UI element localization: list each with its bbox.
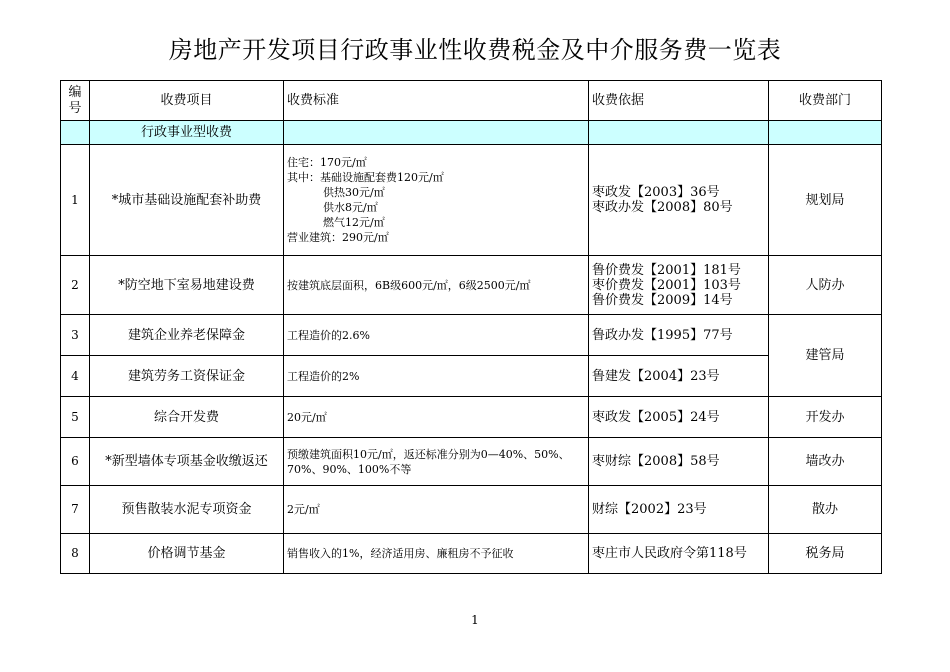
- row-standard: [284, 356, 589, 397]
- row-standard: [284, 145, 589, 256]
- header-standard: 收费标准: [284, 81, 589, 121]
- basis-line: 鲁价费发【2009】14号: [592, 292, 733, 308]
- row-standard: [284, 486, 589, 534]
- row-item: 建筑劳务工资保证金: [90, 356, 284, 397]
- row-dept: 人防办: [769, 256, 882, 315]
- row-item: 综合开发费: [90, 397, 284, 438]
- row-no: 2: [61, 256, 90, 315]
- row-standard: [284, 534, 589, 574]
- section-label: 行政事业型收费: [90, 121, 284, 145]
- table-row: [61, 534, 882, 574]
- row-standard: [284, 256, 589, 315]
- section-dept-cell: [769, 121, 882, 145]
- standard-line: 住宅：170元/㎡: [287, 156, 367, 169]
- standard-line: 按建筑底层面积，6B级600元/㎡，6级2500元/㎡: [287, 278, 531, 292]
- standard-line: 2元/㎡: [287, 503, 320, 516]
- row-basis: [589, 315, 769, 356]
- row-no: 3: [61, 315, 90, 356]
- standard-line: 供热30元/㎡: [323, 186, 385, 199]
- standard-line: 工程造价的2.6%: [287, 328, 370, 342]
- row-dept: 税务局: [769, 534, 882, 574]
- row-no: 6: [61, 438, 90, 486]
- section-standard-cell: [284, 121, 589, 145]
- row-dept: 墙改办: [769, 438, 882, 486]
- row-dept: 散办: [769, 486, 882, 534]
- row-item: 预售散装水泥专项资金: [90, 486, 284, 534]
- table-row: [61, 397, 882, 438]
- basis-line: 鲁价费发【2001】181号: [592, 262, 741, 278]
- header-basis: 收费依据: [589, 81, 769, 121]
- row-item: *防空地下室易地建设费: [90, 256, 284, 315]
- row-basis: [589, 486, 769, 534]
- row-item: 建筑企业养老保障金: [90, 315, 284, 356]
- table-row: [61, 486, 882, 534]
- basis-line: 枣价费发【2001】103号: [592, 277, 741, 293]
- row-basis: [589, 438, 769, 486]
- row-item: *新型墙体专项基金收缴返还: [90, 438, 284, 486]
- page-number: 1: [471, 613, 479, 627]
- basis-line: 财综【2002】23号: [592, 502, 707, 517]
- row-basis: [589, 397, 769, 438]
- standard-line: 20元/㎡: [287, 410, 327, 424]
- header-no-text: 编号: [68, 84, 82, 116]
- row-basis: [589, 145, 769, 256]
- row-standard: [284, 438, 589, 486]
- basis-line: 枣政发【2003】36号: [592, 185, 720, 200]
- section-row: [61, 121, 882, 145]
- basis-line: 枣政办发【2008】80号: [592, 200, 733, 215]
- table-row: [61, 315, 882, 356]
- basis-line: 鲁政办发【1995】77号: [592, 327, 733, 343]
- standard-line: 工程造价的2%: [287, 369, 360, 383]
- header-no: [61, 81, 90, 121]
- basis-line: 枣财综【2008】58号: [592, 454, 720, 469]
- header-item: 收费项目: [90, 81, 284, 121]
- row-basis: [589, 356, 769, 397]
- standard-line: 预缴建筑面积10元/㎡，返还标准分别为0—40%、50%、: [287, 447, 570, 461]
- row-dept: 开发办: [769, 397, 882, 438]
- row-dept: 规划局: [769, 145, 882, 256]
- page-title: 房地产开发项目行政事业性收费税金及中介服务费一览表: [168, 36, 782, 64]
- row-item: 价格调节基金: [90, 534, 284, 574]
- row-no: 5: [61, 397, 90, 438]
- row-standard: [284, 315, 589, 356]
- basis-line: 枣庄市人民政府令第118号: [592, 546, 747, 561]
- table-row: [61, 145, 882, 256]
- row-no: 1: [61, 145, 90, 256]
- header-dept: 收费部门: [769, 81, 882, 121]
- table-row: [61, 356, 882, 397]
- row-no: 8: [61, 534, 90, 574]
- standard-line: 供水8元/㎡: [323, 201, 378, 214]
- row-no: 7: [61, 486, 90, 534]
- row-standard: [284, 397, 589, 438]
- header-row: [61, 81, 882, 121]
- fee-table: [60, 80, 882, 574]
- row-dept-merged: 建管局: [769, 315, 882, 397]
- standard-line: 70%、90%、100%不等: [287, 462, 412, 476]
- basis-line: 鲁建发【2004】23号: [592, 368, 720, 384]
- row-no: 4: [61, 356, 90, 397]
- section-basis-cell: [589, 121, 769, 145]
- row-basis: [589, 256, 769, 315]
- standard-line: 其中：基础设施配套费120元/㎡: [287, 171, 444, 184]
- table-row: [61, 256, 882, 315]
- row-item: *城市基础设施配套补助费: [90, 145, 284, 256]
- row-basis: [589, 534, 769, 574]
- standard-line: 营业建筑：290元/㎡: [287, 231, 389, 244]
- standard-line: 燃气12元/㎡: [323, 216, 385, 229]
- table-row: [61, 438, 882, 486]
- section-no-cell: [61, 121, 90, 145]
- basis-line: 枣政发【2005】24号: [592, 409, 720, 425]
- standard-line: 销售收入的1%，经济适用房、廉租房不予征收: [287, 547, 514, 560]
